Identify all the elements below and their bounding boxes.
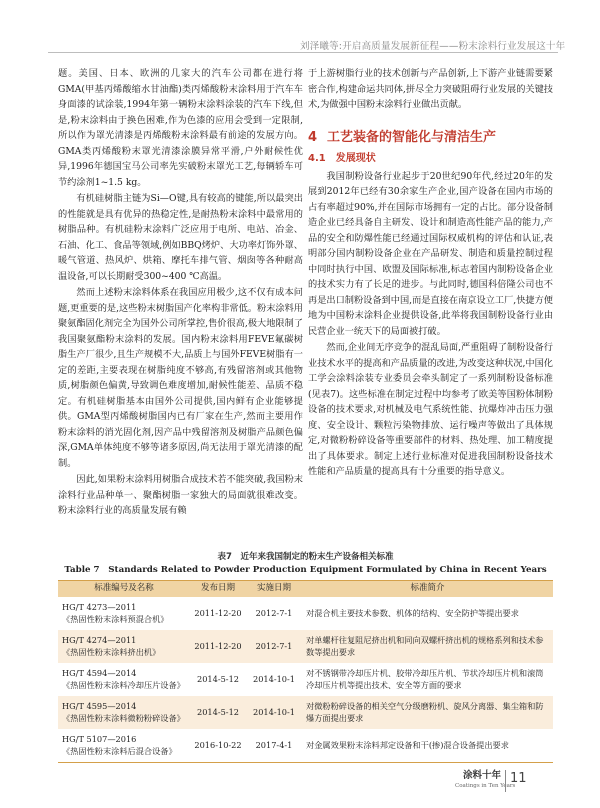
standard-name: 《热固性粉末涂料微粉粉碎设备》	[62, 712, 185, 723]
table-header-cell: 发布日期	[190, 581, 246, 598]
standard-summary: 对单螺杆往复阻尼挤出机和同向双螺杆挤出机的规格系列和技术参数等提出要求	[302, 630, 553, 663]
standard-name: 《热固性粉末涂料挤出机》	[62, 646, 161, 657]
effective-date: 2014-10-1	[253, 673, 295, 684]
subsection-number: 4.1	[308, 152, 326, 164]
standards-table	[58, 580, 553, 763]
standard-name: 《热固性粉末涂料冷却压片设备》	[62, 679, 185, 690]
standard-name: 《热固性粉末涂料预混合机》	[62, 613, 169, 624]
left-paragraph-1: 题。美国、日本、欧洲的几家大的汽车公司都在进行将GMA(甲基丙烯酸缩水甘油酯)类丙烯酸粉末涂料用于汽车车身面漆的试涂装,1994年第一辆粉末涂料涂装的汽车下线,但是,粉末涂料由于换色困难,作为色漆的应用会受到一定限制,所以作为罩光清漆是丙烯酸粉末涂料最有前途的发展方向。GMA类丙烯酸粉末罩光清漆涂膜异常平滑,户外耐候性优异,1996年德国宝马公司率先实破粉末罩光工艺,每辆轿车可节约涂剂1~1.5 kg。	[58, 68, 303, 188]
section-heading	[308, 129, 553, 147]
release-date: 2011-12-20	[194, 607, 242, 618]
standard-code: HG/T 4273—2011	[62, 602, 137, 612]
header-rule	[48, 52, 558, 53]
right-intro-paragraph: 于上游树脂行业的技术创新与产品创新,上下游产业链需要紧密合作,构建命运共同体,拼尽全力突破阻碍行业发展的关键技术,为做强中国粉末涂料行业做出贡献。	[308, 68, 553, 110]
standard-code: HG/T 5107—2016	[62, 734, 137, 744]
table-row	[58, 663, 553, 696]
left-paragraph-3: 然而上述粉末涂料体系在我国应用极少,这不仅有成本问题,更重要的是,这些粉末树脂国产化率构非常低。粉末涂料用聚氨酯固化剂完全为国外公司所掌控,售价很高,极大地限制了我国聚氨酯粉末涂料的发展。国内粉末涂料用FEVE氟碳树脂生产厂很少,且生产规模不大,品质上与国外FEVE树脂有一定的差距,主要表现在树脂纯度不够高,有残留溶剂或其他物质,树脂颜色偏黄,导致调色难度增加,耐候性能差、品质不稳定。有机硅树脂基本由国外公司提供,国内鲜有企业能够提供。GMA型丙烯酸树脂国内已有厂家在生产,然而主要用作粉末涂料的消光固化剂,因产品中残留溶剂及树脂产品颜色偏深,GMA单体纯度不够等诸多原因,尚无法用于罩光清漆的配制。	[58, 287, 303, 469]
standard-code: HG/T 4595—2014	[62, 701, 137, 711]
left-paragraph-4: 因此,如果粉末涂料用树脂合成技术若不能突破,我国粉末涂料行业品种单一、聚酯树脂一家独大的局面就很难改变。粉末涂料行业的高质量发展有赖	[58, 474, 303, 516]
journal-brand-en: Coatings in Ten Years	[455, 783, 516, 789]
standard-summary: 对混合机主要技术参数、机体的结构、安全防护等提出要求	[306, 607, 519, 618]
standard-summary: 对金属效果粉末涂料邦定设备和干(掺)混合设备提出要求	[306, 739, 509, 750]
effective-date: 2012-7-1	[255, 607, 293, 618]
running-head: 刘泽曦等:开启高质量发展新征程——粉末涂料行业发展这十年	[300, 41, 566, 52]
journal-brand-cn: 涂料十年	[462, 770, 501, 781]
right-paragraph-1: 我国制粉设备行业起步于20世纪90年代,经过20年的发展到2012年已经有30余家生产企业,国产设备在国内市场的占有率超过90%,并在国际市场拥有一定的占比。部分设备制造企业已经具备自主研发、设计和制造高性能产品的能力,产品的安全和防爆性能已经通过国际权威机构的评估和认证,表明部分国内制粉设备企业在产品研发、制造和质量控制过程中同时执行中国、欧盟及国际标准,标志着国内制粉设备企业的技术实力有了长足的进步。与此同时,德国科倍隆公司也不再是出口制粉设备到中国,而是直接在南京设立工厂,快捷方便地为中国粉末涂料企业提供设备,此举将我国制粉设备行业由民营企业一统天下的局面被打破。	[308, 170, 553, 337]
table-header-cell: 实施日期	[246, 581, 302, 598]
left-paragraph-2: 有机硅树脂主链为Si—O键,具有较高的键能,所以最突出的性能就是具有优异的热稳定性,是耐热粉末涂料中最常用的树脂品种。有机硅粉末涂料广泛应用于电所、电站、冶金、石油、化工、食品等领域,例如BBQ烤炉、大功率灯饰外罩、暖气管道、热风炉、烘箱、摩托车排气管、烟囱等各种耐高温设备,可以长期耐受300~400 ℃高温。	[58, 193, 303, 282]
standard-cell	[58, 597, 190, 630]
left-column	[58, 66, 303, 520]
table-row	[58, 729, 553, 763]
standard-code: HG/T 4274—2011	[62, 635, 137, 645]
effective-date: 2014-10-1	[246, 696, 302, 729]
standard-cell	[58, 663, 190, 696]
right-column	[308, 66, 553, 481]
release-date: 2014-5-12	[190, 696, 246, 729]
footer-divider	[505, 770, 506, 792]
table-header-cell: 标准编号及名称	[58, 581, 190, 598]
section-number: 4	[308, 129, 318, 145]
standard-cell	[58, 630, 190, 663]
effective-date: 2012-7-1	[246, 630, 302, 663]
standard-summary: 对不锈钢带冷却压片机、胶带冷却压片机、节状冷却压片机和滚筒冷却压片机等提出技术、安全等方面的要求	[306, 668, 544, 690]
standard-code: HG/T 4594—2014	[62, 668, 137, 678]
standard-cell	[58, 696, 190, 729]
section-title: 工艺装备的智能化与清洁生产	[327, 129, 497, 145]
release-date: 2016-10-22	[194, 739, 242, 750]
release-date: 2014-5-12	[197, 673, 239, 684]
right-paragraph-2: 然而,企业间无序竞争的混乱局面,严重阻碍了制粉设备行业技术水平的提高和产品质量的改进,为改变这种状况,中国化工学会涂料涂装专业委员会牵头制定了一系列制粉设备标准(见表7)。这些标准在制定过程中均参考了欧美等国粉体制粉设备的技术要求,对机械及电气系统性能、抗爆炸冲击压力强度、安全设计、颗粒污染物排放、运行噪声等做出了具体规定,对微粉粉碎设备等重要部件的材料、热处理、加工精度提出了具体要求。制定上述行业标准对促进我国制粉设备技术性能和产品质量的提高具有十分重要的指导意义。	[308, 342, 553, 477]
effective-date: 2017-4-1	[255, 739, 293, 750]
standard-name: 《热固性粉末涂料后混合设备》	[62, 745, 177, 756]
table-header-row	[58, 581, 553, 598]
table-caption-en: Table 7 Standards Related to Powder Production Equipment Formulated by China in Recent Years	[64, 565, 547, 575]
release-date: 2011-12-20	[190, 630, 246, 663]
table-row	[58, 696, 553, 729]
journal-brand	[455, 770, 516, 790]
subsection-title: 发展现状	[335, 152, 376, 164]
subsection-heading	[308, 151, 553, 167]
page-number: 11	[510, 771, 527, 786]
table-row	[58, 597, 553, 630]
table-header-cell: 标准简介	[302, 581, 553, 598]
standard-summary: 对微粉粉碎设备的相关空气分级磨粉机、旋风分离器、集尘箱和防爆方面提出要求	[302, 696, 553, 729]
table-row	[58, 630, 553, 663]
standard-cell	[58, 729, 190, 763]
table-caption-cn: 表7 近年来我国制定的粉末生产设备相关标准	[217, 552, 394, 562]
standards-table-block	[58, 551, 553, 763]
